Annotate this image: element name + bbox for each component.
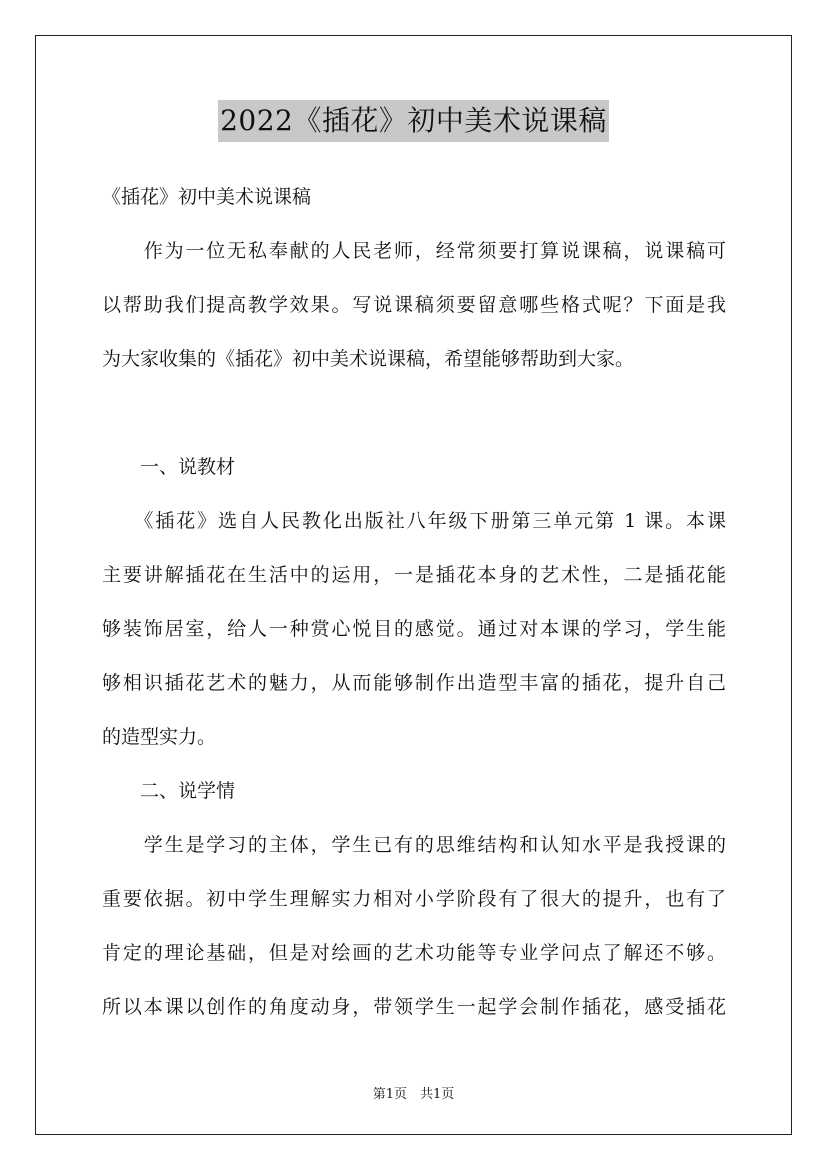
page-footer: 第1页 共1页 bbox=[372, 1087, 455, 1102]
section-heading: 二、说学情 bbox=[102, 780, 236, 802]
document-body bbox=[102, 170, 726, 1034]
paragraph-line: 以帮助我们提高教学效果。写说课稿须要留意哪些格式呢？下面是我 bbox=[102, 294, 726, 316]
paragraph-line: 为大家收集的《插花》初中美术说课稿，希望能够帮助到大家。 bbox=[102, 348, 635, 370]
paragraph-line: 主要讲解插花在生活中的运用，一是插花本身的艺术性，二是插花能 bbox=[102, 564, 726, 586]
document-subtitle: 《插花》初中美术说课稿 bbox=[102, 186, 312, 208]
page-title: 2022《插花》初中美术说课稿 bbox=[218, 100, 609, 142]
paragraph-line: 够装饰居室，给人一种赏心悦目的感觉。通过对本课的学习，学生能 bbox=[102, 618, 726, 640]
paragraph-gap bbox=[102, 386, 726, 440]
paragraph-line: 所以本课以创作的角度动身，带领学生一起学会制作插花，感受插花 bbox=[102, 996, 726, 1018]
paragraph-line: 学生是学习的主体，学生已有的思维结构和认知水平是我授课的 bbox=[102, 834, 726, 856]
paragraph-line: 够相识插花艺术的魅力，从而能够制作出造型丰富的插花，提升自己 bbox=[102, 672, 726, 694]
section-heading: 一、说教材 bbox=[102, 456, 236, 478]
paragraph-line: 肯定的理论基础，但是对绘画的艺术功能等专业学问点了解还不够。 bbox=[102, 942, 726, 964]
paragraph-line: 作为一位无私奉献的人民老师，经常须要打算说课稿，说课稿可 bbox=[102, 240, 726, 262]
paragraph-line: 《插花》选自人民教化出版社八年级下册第三单元第 1 课。本课 bbox=[102, 510, 726, 532]
paragraph-line: 的造型实力。 bbox=[102, 726, 217, 748]
title-container bbox=[0, 100, 827, 142]
paragraph-line: 重要依据。初中学生理解实力相对小学阶段有了很大的提升，也有了 bbox=[102, 888, 726, 910]
